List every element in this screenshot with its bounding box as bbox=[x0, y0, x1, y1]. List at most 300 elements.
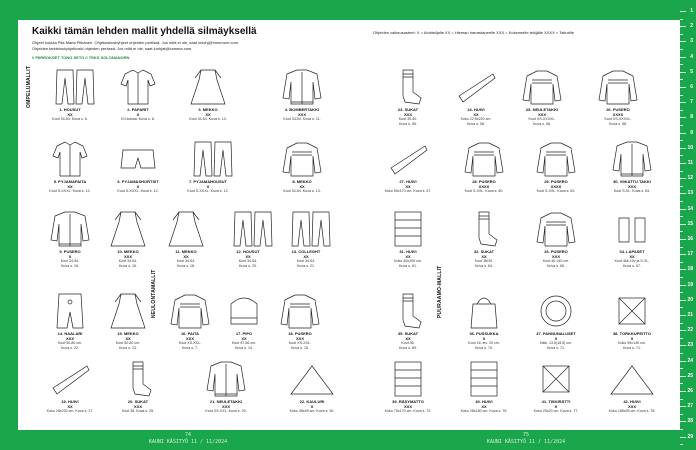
garment-illustration bbox=[381, 290, 435, 330]
pattern-item bbox=[454, 138, 514, 194]
ruler-tick bbox=[680, 383, 683, 384]
pattern-title: 16. PAITA bbox=[180, 331, 200, 336]
pattern-info: Kuva s. 22. bbox=[61, 345, 79, 350]
pattern-info: Kuva s. 23. bbox=[119, 345, 137, 350]
ruler-tick bbox=[680, 421, 686, 422]
pattern-info: Koot S-XXXL. Kuva s. 12. bbox=[49, 189, 91, 193]
section-label-knitting: NEULONTAMALLIT bbox=[151, 269, 157, 318]
ruler-tick bbox=[680, 231, 683, 232]
pattern-title: 14. HAALARI bbox=[57, 331, 83, 336]
pattern-item bbox=[588, 66, 648, 126]
pattern-info: Halk. 13,5(18,5) cm. bbox=[539, 341, 573, 345]
difficulty-level: XX bbox=[481, 254, 487, 259]
pattern-title: 36. PUSSUKKA bbox=[469, 331, 499, 336]
ruler-number: 4 bbox=[690, 53, 693, 60]
ruler-tick bbox=[680, 216, 683, 217]
garment-illustration bbox=[381, 138, 435, 178]
ruler-tick bbox=[680, 300, 686, 301]
pattern-info: Kuva s. 7. bbox=[182, 345, 198, 350]
ruler-number: 23 bbox=[687, 342, 693, 349]
pattern-info: Koot 34-54. bbox=[296, 259, 316, 263]
pattern-title: 23. SUKAT bbox=[397, 107, 419, 112]
ruler-number: 3 bbox=[690, 38, 693, 45]
ruler-tick bbox=[680, 239, 686, 240]
ruler-tick bbox=[680, 391, 686, 392]
page-title: Kaikki tämän lehden mallit yhdellä silmäyksellä bbox=[32, 26, 257, 37]
pattern-info: Koot S-XXXL. Kuva s. 12. bbox=[187, 189, 229, 193]
garment-illustration bbox=[43, 290, 97, 330]
garment-illustration bbox=[181, 138, 235, 178]
pattern-info: Koot 34-54. Kuva s. 11. bbox=[283, 117, 321, 121]
pattern-item bbox=[160, 290, 220, 350]
pattern-item bbox=[378, 138, 438, 194]
difficulty-level: XX bbox=[67, 112, 73, 117]
pattern-info: Koot 34-54. bbox=[118, 259, 138, 263]
pattern-title: 20. SUKAT bbox=[127, 399, 149, 404]
green-frame-left bbox=[0, 0, 18, 450]
garment-illustration bbox=[529, 138, 583, 178]
pattern-item bbox=[526, 208, 586, 268]
pattern-info: Koot S-XXL. Kuva s. 60. bbox=[464, 189, 504, 193]
garment-illustration bbox=[449, 66, 503, 106]
pattern-title: 19. HUIVI bbox=[61, 399, 79, 404]
pattern-info: Koot S-XXL. Kuva s. 62. bbox=[536, 189, 576, 193]
ruler-number: 2 bbox=[690, 23, 693, 30]
garment-illustration bbox=[275, 66, 329, 106]
garment-illustration bbox=[43, 358, 97, 398]
pattern-item bbox=[40, 66, 100, 122]
pattern-info: Koot 34-54. bbox=[238, 259, 258, 263]
difficulty-level: XX bbox=[299, 184, 305, 189]
ruler-tick bbox=[680, 171, 683, 172]
pattern-info: Kuva s. 61. bbox=[399, 263, 417, 268]
pattern-info: Kuva s. 18. bbox=[177, 263, 195, 268]
ruler-tick bbox=[680, 345, 686, 346]
pattern-info: Koko 40x200 cm. bbox=[394, 259, 422, 263]
ruler-tick bbox=[680, 148, 686, 149]
ruler-number: 10 bbox=[687, 144, 693, 151]
pattern-title: 31. HUIVI bbox=[399, 249, 417, 254]
ruler-number: 22 bbox=[687, 327, 693, 334]
pattern-title: 35. SUKAT bbox=[397, 331, 419, 336]
ruler-number: 27 bbox=[687, 403, 693, 410]
pattern-title: 24. HUIVI bbox=[467, 107, 485, 112]
garment-illustration bbox=[529, 208, 583, 248]
garment-illustration bbox=[515, 66, 569, 106]
pattern-title: 30. VIIKATTU TAKKI bbox=[613, 179, 651, 184]
pattern-title: 12. HOUSUT bbox=[236, 249, 260, 254]
ruler-tick bbox=[680, 95, 683, 96]
difficulty-level: X bbox=[482, 336, 486, 341]
ruler-number: 24 bbox=[687, 357, 693, 364]
pattern-title: 4. BOMBERTAKKI bbox=[284, 107, 320, 112]
ruler-number: 26 bbox=[687, 388, 693, 394]
pattern-info: Kuva s. 71. bbox=[547, 345, 565, 350]
pattern-item bbox=[108, 358, 168, 414]
ruler-tick bbox=[680, 414, 683, 415]
pattern-item bbox=[40, 208, 100, 268]
ruler-number: 6 bbox=[690, 84, 693, 90]
pattern-info: Koot 34-54. Kuva s. 13. bbox=[283, 189, 321, 193]
pattern-item bbox=[378, 290, 438, 350]
garment-illustration bbox=[279, 208, 333, 248]
page-footer bbox=[18, 430, 680, 450]
pattern-title: 17. PIPO bbox=[235, 331, 253, 336]
pattern-item bbox=[196, 358, 256, 414]
garment-illustration bbox=[605, 208, 659, 248]
difficulty-level: X bbox=[630, 336, 634, 341]
ruler-number: 13 bbox=[687, 190, 693, 197]
ruler-tick bbox=[680, 444, 683, 445]
pattern-info: Koko 20x20 cm. Kuva s. 77. bbox=[533, 409, 579, 413]
pattern-item bbox=[454, 290, 514, 350]
difficulty-level: XX bbox=[241, 336, 247, 341]
pattern-info: Koot 47-56 cm. bbox=[231, 341, 257, 345]
pattern-title: 32. SUKAT bbox=[473, 249, 495, 254]
ruler-tick bbox=[680, 429, 683, 430]
difficulty-level: XX bbox=[405, 336, 411, 341]
ruler-tick bbox=[680, 133, 686, 134]
ruler-tick bbox=[680, 368, 683, 369]
pattern-info: Koot S-XL. Kuva s. 63. bbox=[613, 189, 651, 193]
pattern-info: Kuva s. 58. bbox=[609, 121, 627, 126]
pattern-info: Kuva s. 15. bbox=[291, 345, 309, 350]
difficulty-level: XXX bbox=[627, 184, 636, 189]
pattern-info: Koot 50-80 cm. bbox=[57, 341, 83, 345]
pattern-title: 8. MEKKO bbox=[292, 179, 312, 184]
difficulty-level: XXXX bbox=[612, 112, 624, 117]
ruler-number: 25 bbox=[687, 372, 693, 379]
ruler-tick bbox=[680, 406, 686, 407]
pattern-info: Kuva s. 16. bbox=[61, 263, 79, 268]
garment-illustration bbox=[457, 290, 511, 330]
garment-illustration bbox=[529, 358, 583, 398]
ruler-number: 9 bbox=[690, 129, 693, 136]
ruler-tick bbox=[680, 163, 686, 164]
difficulty-level: XXX bbox=[403, 404, 412, 409]
pattern-info: Kuva s. 20. bbox=[239, 263, 257, 268]
pattern-item bbox=[40, 138, 100, 194]
garment-illustration bbox=[605, 138, 659, 178]
difficulty-level: X bbox=[206, 184, 210, 189]
pattern-info: Koot 38/39. bbox=[474, 259, 494, 263]
pattern-info: Koko 185x55 cm. Kuva s. 78. bbox=[608, 409, 656, 413]
intro-line-1: Ohjeet koluaa Piia Maria Pitkänen. Ohjekeskuskyhjeet ohjeiden pertissä. Jos mitä ei ole, saat iusohj@hummom.com. bbox=[32, 40, 240, 45]
pattern-title: 26. PUSERO bbox=[606, 107, 630, 112]
difficulty-level: XXX bbox=[537, 112, 546, 117]
pattern-item bbox=[214, 290, 274, 350]
pattern-item bbox=[446, 66, 506, 126]
ruler-tick bbox=[680, 247, 683, 248]
ruler-tick bbox=[680, 72, 686, 73]
ruler-tick bbox=[680, 262, 683, 263]
garment-illustration bbox=[457, 358, 511, 398]
credits-line: // PIIRROKSET TONG SETO // TEKS SOLONANORN bbox=[32, 55, 130, 60]
pattern-item bbox=[454, 208, 514, 268]
pattern-item bbox=[40, 290, 100, 350]
pattern-info: Kuva s. 58. bbox=[467, 121, 485, 126]
right-page-number: 75 KAUNI KÄSITYÖ 11 / 11/2024 bbox=[486, 432, 566, 445]
ruler-number: 8 bbox=[690, 114, 693, 121]
pattern-info: Kuva s. 64. bbox=[475, 263, 493, 268]
pattern-item bbox=[526, 358, 586, 414]
pattern-title: 11. MEKKO bbox=[175, 249, 197, 254]
ruler-tick bbox=[680, 87, 686, 88]
ruler-number: 11 bbox=[687, 160, 693, 166]
pattern-item bbox=[526, 290, 586, 350]
garment-illustration bbox=[111, 138, 165, 178]
difficulty-level: X bbox=[554, 336, 558, 341]
garment-illustration bbox=[43, 66, 97, 106]
pattern-title: 2. PAPARIT bbox=[127, 107, 149, 112]
pattern-item bbox=[526, 138, 586, 194]
difficulty-level: XXX bbox=[185, 336, 194, 341]
pattern-info: Koko 45x45 cm. Kuva s. 30. bbox=[289, 409, 335, 413]
difficulty-level: XXX bbox=[627, 404, 636, 409]
ruler-number: 18 bbox=[687, 266, 693, 273]
difficulty-level: XXXX bbox=[478, 184, 490, 189]
ruler-tick bbox=[680, 361, 686, 362]
ruler-number: 21 bbox=[687, 312, 693, 318]
left-page-number: 74 KAUNI KÄSITYÖ 11 / 11/2024 bbox=[148, 432, 228, 445]
garment-illustration bbox=[605, 358, 659, 398]
pattern-title: 5. PYJAMAPAITA bbox=[53, 179, 87, 184]
ruler-number: 15 bbox=[687, 220, 693, 227]
pattern-info: Koot XS-XXL. Kuva s. 29. bbox=[205, 409, 247, 413]
pattern-info: Kuva s. 16. bbox=[119, 263, 137, 268]
ruler-tick bbox=[680, 269, 686, 270]
pattern-title: 3. MEKKO bbox=[198, 107, 218, 112]
difficulty-level: XX bbox=[125, 336, 131, 341]
pattern-info: Kuva s. 14. bbox=[235, 345, 253, 350]
pattern-item bbox=[98, 208, 158, 268]
pattern-info: Koot 40-140 cm. bbox=[542, 259, 570, 263]
ruler-tick bbox=[680, 57, 686, 58]
garment-illustration bbox=[285, 358, 339, 398]
garment-illustration bbox=[381, 208, 435, 248]
garment-illustration bbox=[457, 208, 511, 248]
garment-illustration bbox=[43, 138, 97, 178]
ruler-tick bbox=[680, 315, 686, 316]
pattern-item bbox=[378, 358, 438, 414]
difficulty-level: XXX bbox=[403, 112, 412, 117]
pattern-title: 34. LAPASET bbox=[619, 249, 645, 254]
section-label-crafts: PUURAAMO-MALLIT bbox=[437, 265, 443, 318]
difficulty-level: XX bbox=[629, 254, 635, 259]
pattern-title: 9. PUSERO bbox=[59, 249, 81, 254]
ruler-tick bbox=[680, 399, 683, 400]
pattern-info: Kuva s. 55. bbox=[399, 121, 417, 126]
ruler-tick bbox=[680, 353, 683, 354]
difficulty-level: X bbox=[68, 254, 72, 259]
ruler-tick bbox=[680, 292, 683, 293]
difficulty-level: XXX bbox=[133, 404, 142, 409]
difficulty-level: XX bbox=[303, 254, 309, 259]
garment-illustration bbox=[275, 138, 329, 178]
difficulty-level: XXXX bbox=[550, 184, 562, 189]
ruler-number: 29 bbox=[687, 433, 693, 440]
pattern-item bbox=[378, 66, 438, 126]
garment-illustration bbox=[111, 66, 165, 106]
pattern-info: Koot 34-54. Kuva s. 6. bbox=[52, 117, 88, 121]
pattern-item bbox=[602, 208, 662, 268]
pattern-title: 29. PUSERO bbox=[544, 179, 568, 184]
garment-illustration bbox=[221, 208, 275, 248]
ruler-tick bbox=[680, 64, 683, 65]
pattern-info: Koot 34-54. bbox=[176, 259, 196, 263]
pattern-title: 10. MEKKO bbox=[117, 249, 139, 254]
ruler-tick bbox=[680, 307, 683, 308]
ruler-tick bbox=[680, 437, 686, 438]
pattern-title: 25. NEULETAKKI bbox=[525, 107, 559, 112]
difficulty-level: XX bbox=[473, 112, 479, 117]
pattern-item bbox=[272, 138, 332, 194]
ruler-number: 14 bbox=[687, 205, 693, 212]
pattern-title: 38. TORKKUPEITTO bbox=[612, 331, 652, 336]
ruler-tick bbox=[680, 140, 683, 141]
ruler-tick bbox=[680, 277, 683, 278]
pattern-info: Koko 50x170 cm. Kuva s. 57. bbox=[384, 189, 432, 193]
ruler-tick bbox=[680, 178, 686, 179]
ruler-number: 28 bbox=[687, 418, 693, 425]
intro-line-2: Ohjeiden tarkistuskyhjelkoski ohjeiden perässä. Jos mitä ei ole, saat luohjat@kamma.com. bbox=[32, 46, 193, 51]
difficulty-level: X bbox=[136, 184, 140, 189]
pattern-info: Koot 4kk-10v ja S-XL. bbox=[614, 259, 650, 263]
pattern-info: Koot XS-XXXXL. bbox=[528, 117, 556, 121]
pattern-title: 1. HOUSUT bbox=[59, 107, 81, 112]
pattern-title: 33. PUSERO bbox=[544, 249, 568, 254]
ruler-tick bbox=[680, 110, 683, 111]
difficulty-level: XX bbox=[405, 184, 411, 189]
pattern-info: Koot 39-40. bbox=[398, 117, 418, 121]
ruler-tick bbox=[680, 19, 683, 20]
ruler-tick bbox=[680, 186, 683, 187]
pattern-title: 41. TISKIRÄTTI bbox=[541, 399, 571, 404]
ruler-tick bbox=[680, 201, 683, 202]
pattern-item bbox=[602, 358, 662, 414]
garment-illustration bbox=[605, 290, 659, 330]
ruler-tick bbox=[680, 209, 686, 210]
pattern-title: 37. PANNUNALUSET bbox=[536, 331, 576, 336]
pattern-info: Koko 28x180 cm. Kuva s. 76. bbox=[460, 409, 508, 413]
ruler-tick bbox=[680, 330, 686, 331]
pattern-info: Eri koissa. Kuva s. 8. bbox=[121, 117, 155, 121]
pattern-title: 6. PYJAMASHORTSIT bbox=[117, 179, 159, 184]
garment-illustration bbox=[591, 66, 645, 106]
pattern-info: Koot 34-54. Kuva s. 10. bbox=[189, 117, 227, 121]
pattern-title: 22. KAULURI bbox=[299, 399, 325, 404]
ruler-tick bbox=[680, 41, 686, 42]
garment-illustration bbox=[217, 290, 271, 330]
difficulty-level: X bbox=[554, 404, 558, 409]
pattern-info: Koko 95x140 cm. bbox=[618, 341, 646, 345]
garment-illustration bbox=[181, 66, 235, 106]
difficulty-level: X bbox=[136, 112, 140, 117]
garment-illustration bbox=[159, 208, 213, 248]
ruler-tick bbox=[680, 79, 683, 80]
pattern-info: Koot XS-XXXXL. bbox=[604, 117, 632, 121]
pattern-title: 7. PYJAMAHOUSUT bbox=[188, 179, 227, 184]
garment-illustration bbox=[43, 208, 97, 248]
pattern-info: Koot XS-XXL. bbox=[288, 341, 312, 345]
pattern-item bbox=[276, 208, 336, 268]
ruler-tick bbox=[680, 193, 686, 194]
green-frame-top bbox=[0, 0, 696, 20]
pattern-info: Koot XS-XXL. bbox=[178, 341, 202, 345]
ruler-number: 19 bbox=[687, 281, 693, 288]
ruler-tick bbox=[680, 26, 686, 27]
difficulty-level: XXX bbox=[221, 404, 230, 409]
pattern-item bbox=[512, 66, 572, 126]
pattern-info: Kuva s. 69. bbox=[399, 345, 417, 350]
pattern-title: 13. COLLEGHT bbox=[291, 249, 321, 254]
ruler-number: 5 bbox=[690, 68, 693, 75]
pattern-info: Koot 50-80 cm. bbox=[115, 341, 141, 345]
ruler-number: 7 bbox=[690, 99, 693, 106]
pattern-info: Koot 38. Kuva s. 28. bbox=[121, 409, 155, 413]
pattern-info: Koot 34-54. bbox=[60, 259, 80, 263]
ruler-number: 20 bbox=[687, 296, 693, 303]
garment-illustration bbox=[101, 290, 155, 330]
pattern-item bbox=[378, 208, 438, 268]
pattern-info: Kuva s. 56. bbox=[533, 121, 551, 126]
difficulty-level: XX bbox=[183, 254, 189, 259]
pattern-item bbox=[602, 290, 662, 350]
pattern-info: Kuva s. 66. bbox=[547, 263, 565, 268]
pattern-title: 27. HUIVI bbox=[399, 179, 417, 184]
difficulty-legend: Ohjeiden vaikeusasteet: X = Aloittelijalle XX = Hieman harrastaneelle XXX = Kokeneelle tekijälle XXXX = Taiturille bbox=[373, 30, 574, 35]
ruler-tick bbox=[680, 323, 683, 324]
ruler-tick bbox=[680, 254, 686, 255]
ruler-tick bbox=[680, 285, 686, 286]
difficulty-level: XX bbox=[481, 404, 487, 409]
pattern-info: Kuva s. 71. bbox=[623, 345, 641, 350]
difficulty-level: XXX bbox=[123, 254, 132, 259]
pattern-info: Kuva s. 21. bbox=[297, 263, 315, 268]
garment-illustration bbox=[529, 290, 583, 330]
pattern-info: Koot 35. bbox=[401, 341, 415, 345]
pattern-info: Koot S-XXXL. Kuva s. 12. bbox=[117, 189, 159, 193]
pattern-item bbox=[272, 66, 332, 122]
pattern-title: 39. RÄSYMATTO bbox=[392, 399, 424, 404]
pattern-item bbox=[270, 290, 330, 350]
difficulty-level: XXX bbox=[297, 112, 306, 117]
section-label-sewing: OMPELUMALLIT bbox=[26, 65, 32, 108]
ruler-number: 17 bbox=[687, 251, 693, 258]
difficulty-level: XX bbox=[67, 184, 73, 189]
garment-illustration bbox=[381, 66, 435, 106]
pattern-item bbox=[40, 358, 100, 414]
ruler-number: 12 bbox=[687, 175, 693, 182]
pattern-title: 21. NEULETAKKI bbox=[209, 399, 243, 404]
ruler-tick bbox=[680, 34, 683, 35]
pattern-info: Koko 25x220 cm. Kuva s. 27. bbox=[46, 409, 94, 413]
garment-illustration bbox=[163, 290, 217, 330]
difficulty-level: X bbox=[310, 404, 314, 409]
pattern-info: Koko 70x170 cm. Kuva s. 72. bbox=[384, 409, 432, 413]
garment-illustration bbox=[457, 138, 511, 178]
difficulty-level: XX bbox=[245, 254, 251, 259]
difficulty-level: XX bbox=[67, 404, 73, 409]
pattern-item bbox=[282, 358, 342, 414]
pattern-info: Koko 22,5x220 cm. bbox=[460, 117, 492, 121]
pattern-info: Kuva s. 67. bbox=[623, 263, 641, 268]
ruler-tick bbox=[680, 125, 683, 126]
pattern-item bbox=[108, 138, 168, 194]
ruler-tick bbox=[680, 11, 686, 12]
pattern-title: 18. PUSERO bbox=[288, 331, 312, 336]
pattern-item bbox=[602, 138, 662, 194]
